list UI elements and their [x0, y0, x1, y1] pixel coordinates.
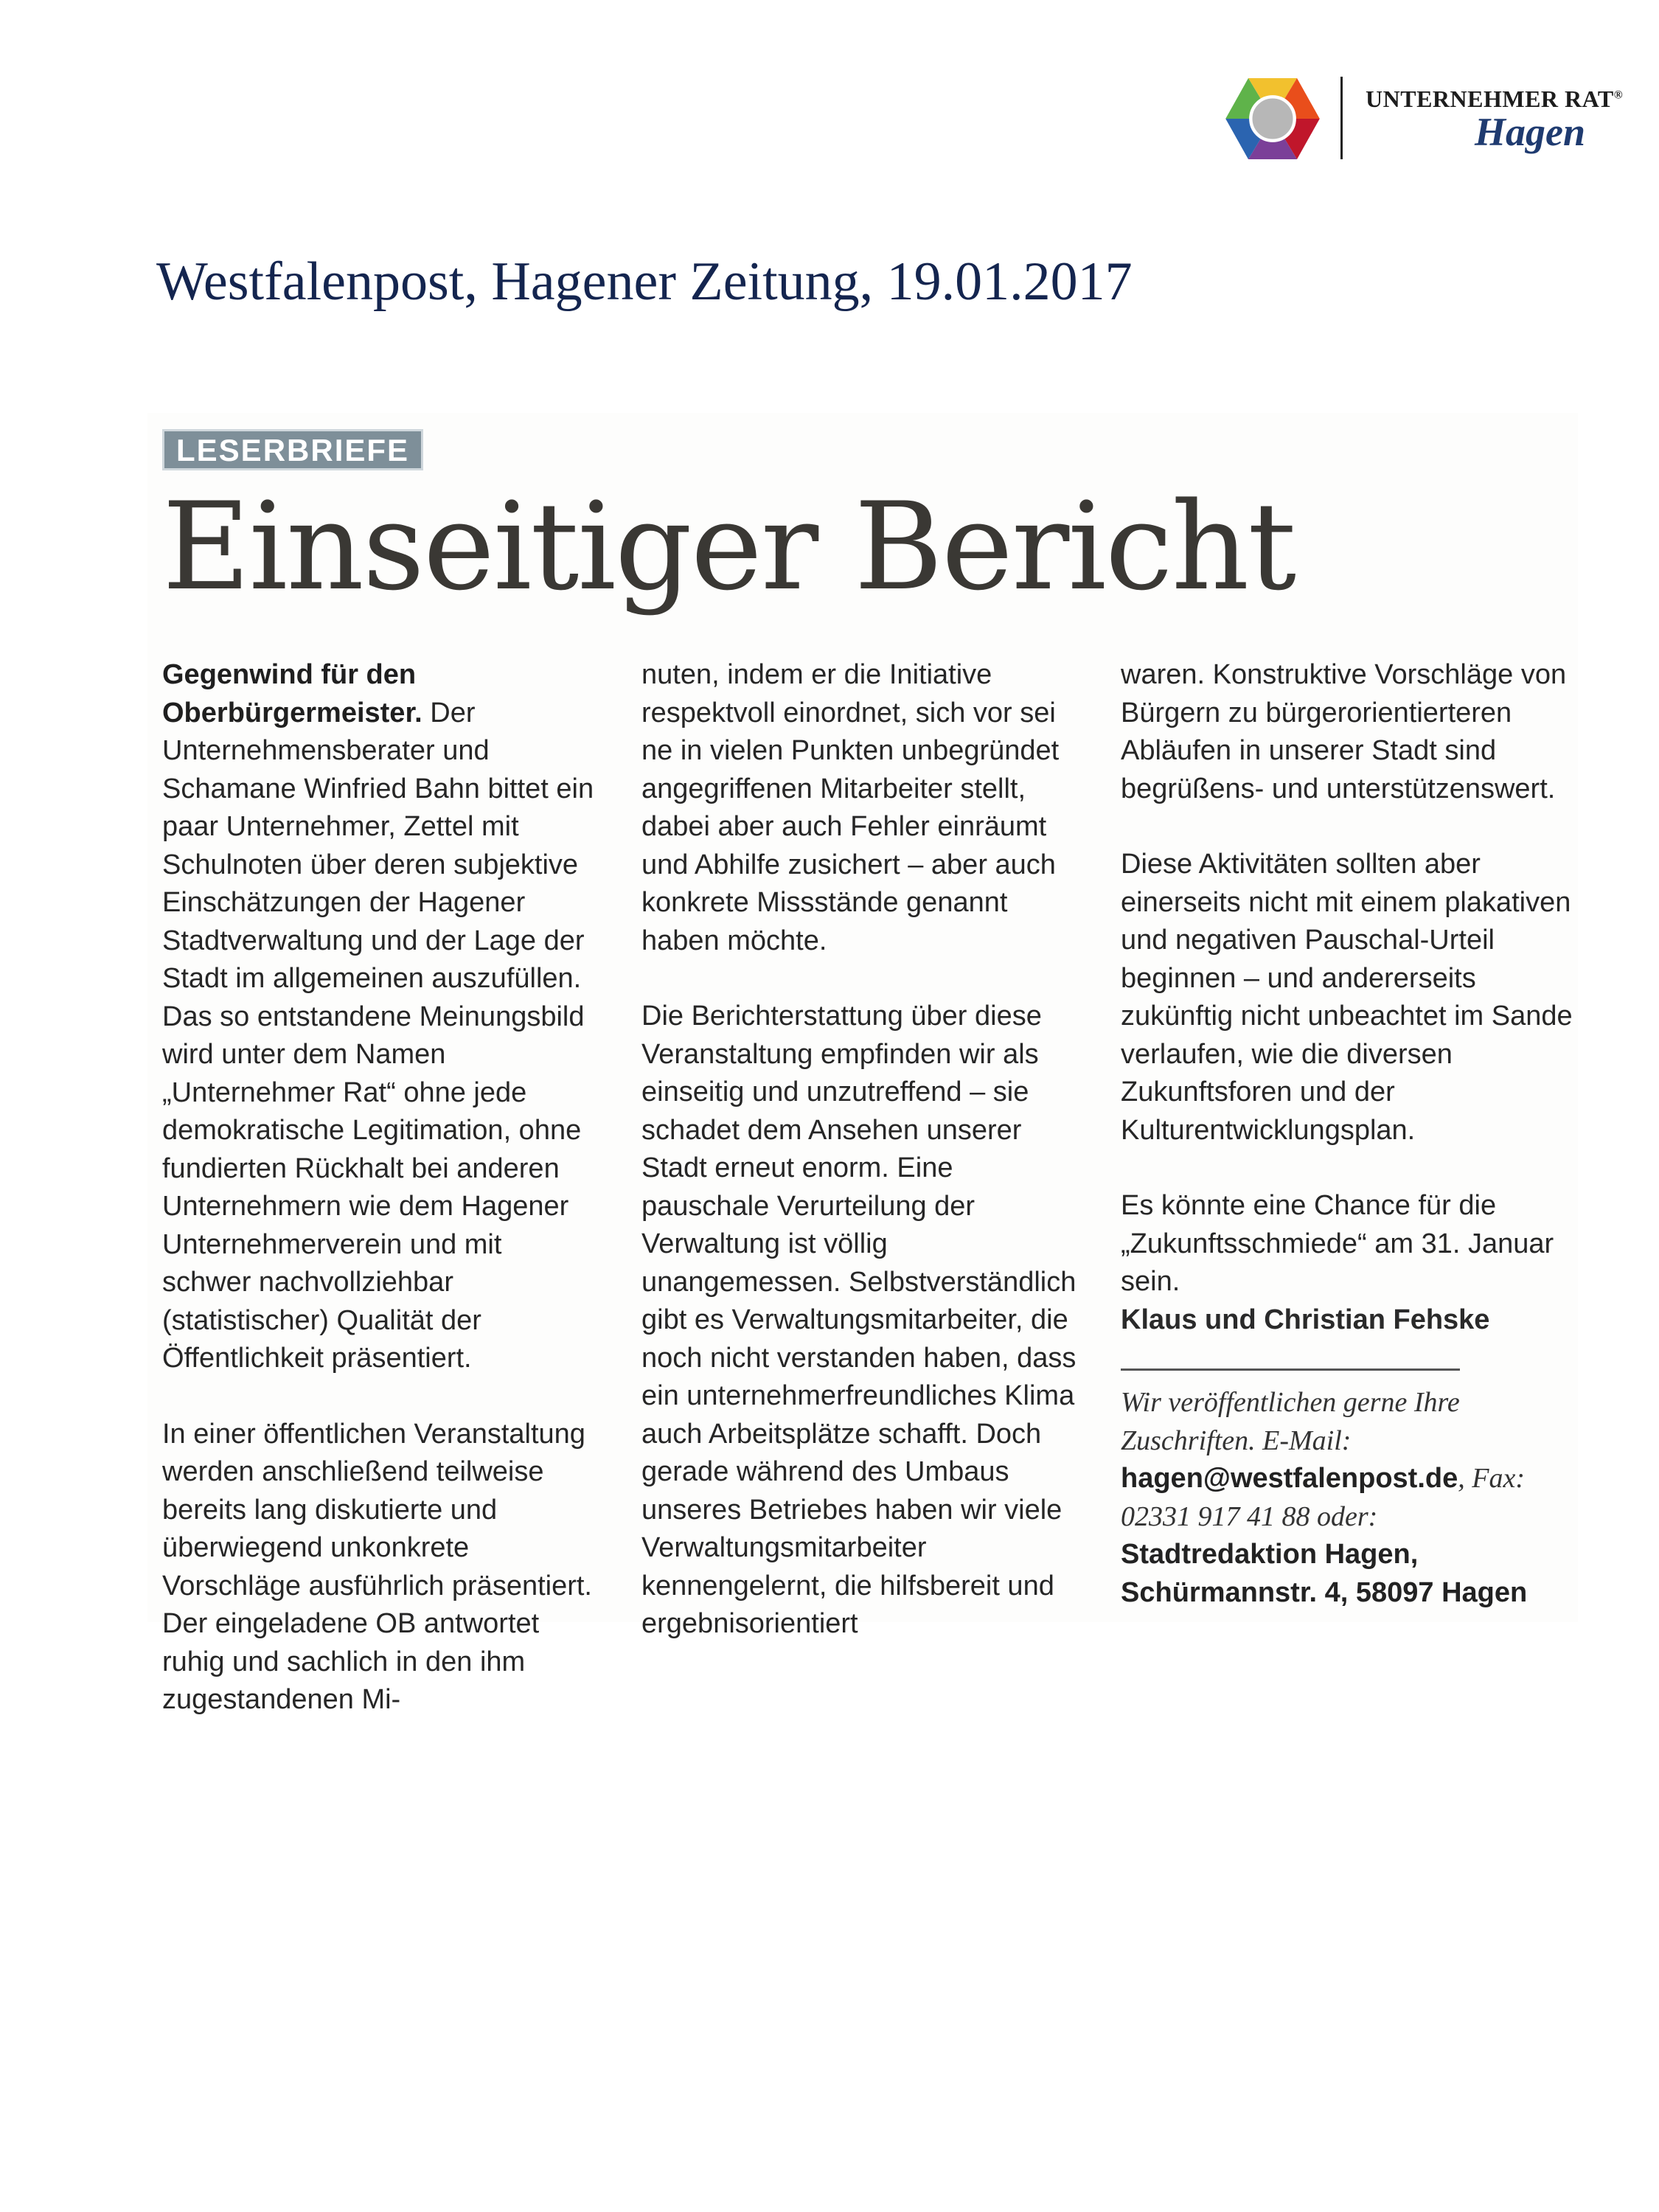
article-column-3: [1121, 656, 1578, 1612]
logo-divider: [1340, 77, 1343, 159]
submission-note: Wir veröffentlichen gerne Ihre Zuschriften. E-Mail: hagen@westfalenpost.de, Fax: 02331 917 41 88 oder: Stadtredaktion Hagen, Schürmannstr. 4, 58097 Hagen: [1121, 1387, 1528, 1608]
letter-signature: Klaus und Christian Fehske: [1121, 1304, 1490, 1335]
fax-number: 02331 917 41 88: [1121, 1500, 1310, 1532]
article-headline: Einseitiger Bericht: [162, 476, 1295, 617]
paragraph: waren. Konstruktive Vorschläge von Bürgern zu bürgerorientierteren Abläufen in unserer Stadt sind begrüßens- und unterstützenswert.: [1121, 659, 1567, 804]
newspaper-clipping: [147, 413, 1578, 1715]
logo-text-unternehmer-rat: UNTERNEHMER RAT®: [1366, 86, 1624, 112]
paragraph: [162, 656, 597, 1378]
lead-bold: Gegenwind für den Oberbürgermeister.: [162, 659, 422, 728]
section-tag: LESERBRIEFE: [162, 429, 423, 470]
source-title: Westfalenpost, Hagener Zeitung, 19.01.2017: [156, 251, 1133, 312]
paragraph: Diese Aktivitäten sollten aber einerseits nicht mit einem plakativen und negativen Pauschal-Urteil beginnen – und andererseits zukünftig nicht unbeachtet im Sande verlaufen, wie die diversen Zukunftsforen und der Kulturentwicklungsplan.: [1121, 849, 1573, 1146]
logo-text-hagen: Hagen: [1475, 110, 1586, 154]
postal-address: Stadtredaktion Hagen, Schürmannstr. 4, 58097 Hagen: [1121, 1539, 1528, 1608]
email-address: hagen@westfalenpost.de: [1121, 1463, 1458, 1494]
article-column-1: [162, 656, 597, 1719]
paragraph-text: Der Unternehmensberater und Schamane Winfried Bahn bittet ein paar Unternehmer, Zettel mit Schulnoten über deren subjektive Einschätzungen der Hagener Stadtverwaltung und der Lage der Stadt im allgemeinen auszufüllen. Das so entstandene Meinungsbild wird unter dem Namen „Unternehmer Rat“ ohne jede demokratische Legitimation, ohne fundierten Rückhalt bei anderen Unternehmern wie dem Hagener Unternehmerverein und mit schwer nachvollziehbar (statistischer) Qualität der Öffentlichkeit präsentiert.: [162, 697, 594, 1374]
paragraph: In einer öffentlichen Veranstaltung werden anschließend teilweise bereits lang diskutierte und überwiegend unkonkrete Vorschläge ausführlich präsentiert. Der eingeladene OB antwortet ruhig und sachlich in den ihm zugestandenen Mi-: [162, 1418, 592, 1715]
paragraph: Es könnte eine Chance für die „Zukunftsschmiede“ am 31. Januar sein.: [1121, 1190, 1554, 1297]
paragraph: nuten, indem er die Initiative respektvoll einordnet, sich vor sei ne in vielen Punkten unbegründet angegriffenen Mitarbeiter stellt, dabei aber auch Fehler einräumt und Abhilfe zusichert – aber auch konkrete Missstände genannt haben möchte.: [641, 659, 1060, 956]
hexagon-color-wheel-icon: [1224, 74, 1321, 164]
paragraph: Die Berichterstattung über diese Veranstaltung empfinden wir als einseitig und unzutreffend – sie schadet dem Ansehen unserer Stadt erneut enorm. Eine pauschale Verurteilung der Verwaltung ist völlig unangemessen. Selbstverständlich gibt es Verwaltungsmitarbeiter, die noch nicht verstanden haben, dass ein unternehmerfreundliches Klima auch Arbeitsplätze schafft. Doch gerade während des Umbaus unseres Betriebes haben wir viele Verwaltungsmitarbeiter kennengelernt, die hilfsbereit und ergebnisorientiert: [641, 1001, 1077, 1639]
divider-rule: [1121, 1368, 1460, 1371]
brand-logo: [1209, 71, 1622, 167]
article-column-2: [641, 656, 1077, 1644]
